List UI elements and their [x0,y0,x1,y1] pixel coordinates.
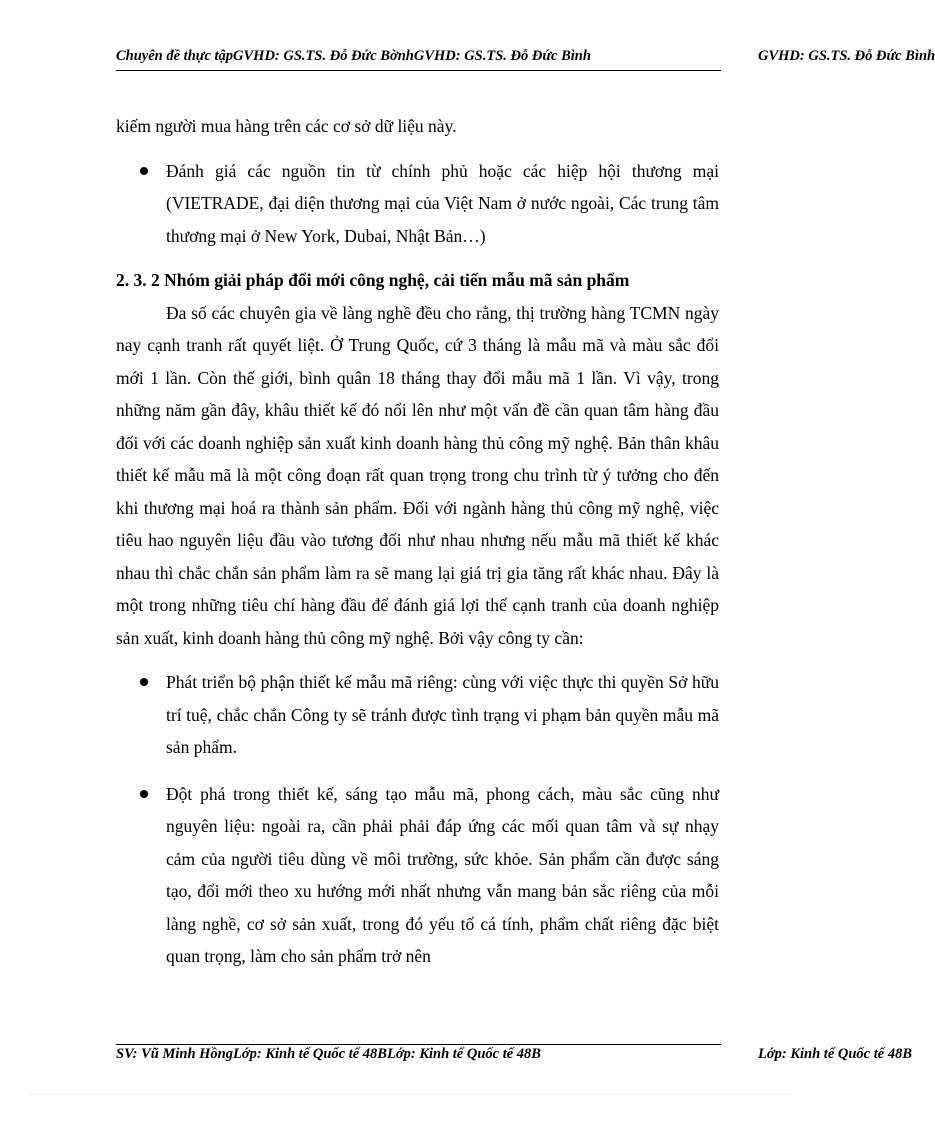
list-item [116,778,719,973]
bullet-list-sources [116,155,719,253]
page-footer [116,1046,912,1068]
list-item-text: Đột phá trong thiết kế, sáng tạo mẫu mã, phong cách, màu sắc cũng như nguyên liệu: ngoài ra, cần phải phải đáp ứng các mối quan tâm và sự nhạy cảm của người tiêu dùng về môi trường, sức khỏe. Sản phẩm cần được sáng tạo, đổi mới theo xu hướng mới nhất nhưng vẫn mang bản sắc riêng của mỗi làng nghề, cơ sở sản xuất, trong đó yếu tố cá tính, phẩm chất riêng đặc biệt quan trọng, làm cho sản phẩm trở nên [166,783,719,966]
list-item [116,666,719,764]
bullet-icon [140,167,148,175]
bullet-icon [140,678,148,686]
list-item-text: Đánh giá các nguồn tin từ chính phủ hoặc các hiệp hội thương mại (VIETRADE, đại diện thương mại của Việt Nam ở nước ngoài, Các trung tâm thương mại ở New York, Dubai, Nhật Bản…) [166,160,719,246]
header-right-text: GVHD: GS.TS. Đỗ Đức Bình [758,48,935,64]
bullet-list-solutions [116,666,719,973]
header-left-text: Chuyên đề thực tậpGVHD: GS.TS. Đỗ Đức BờnhGVHD: GS.TS. Đỗ Đức Bình [116,48,591,64]
footer-rule [116,1044,721,1045]
footer-right-text: Lớp: Kinh tế Quốc tế 48B [758,1046,912,1062]
page-edge-divider [30,1094,790,1095]
main-paragraph: Đa số các chuyên gia về làng nghề đều cho rằng, thị trường hàng TCMN ngày nay cạnh tranh rất quyết liệt. Ở Trung Quốc, cứ 3 tháng là mẫu mã và màu sắc đổi mới 1 lần. Còn thế giới, bình quân 18 tháng thay đổi mẫu mã 1 lần. Vì vậy, trong những năm gần đây, khâu thiết kế đó nổi lên như một vấn đề cần quan tâm hàng đầu đối với các doanh nghiệp sản xuất kinh doanh hàng thủ công mỹ nghệ. Bản thân khâu thiết kế mẫu mã là một công đoạn rất quan trọng trong chu trình từ ý tưởng cho đến khi thương mại hoá ra thành sản phẩm. Đối với ngành hàng thủ công mỹ nghệ, việc tiêu hao nguyên liệu đầu vào tương đối như nhau nhưng nếu mẫu mã thiết kế khác nhau thì chắc chắn sản phẩm làm ra sẽ mang lại giá trị gia tăng rất khác nhau. Đây là một trong những tiêu chí hàng đầu để đánh giá lợi thế cạnh tranh của doanh nghiệp sản xuất, kinh doanh hàng thủ công mỹ nghệ. Bởi vậy công ty cần: [116,302,719,648]
header-rule [116,70,721,71]
list-item [116,155,719,253]
document-body [116,110,719,985]
intro-paragraph: kiếm người mua hàng trên các cơ sở dữ liệu này. [116,116,457,136]
page-header [116,48,935,70]
footer-left-text: SV: Vũ Minh HồngLớp: Kinh tế Quốc tế 48BLớp: Kinh tế Quốc tế 48B [116,1046,541,1062]
list-item-text: Phát triển bộ phận thiết kế mẫu mã riêng: cùng với việc thực thi quyền Sở hữu trí tuệ, chắc chắn Công ty sẽ tránh được tình trạng vi phạm bản quyền mẫu mã sản phẩm. [166,672,719,757]
section-heading: 2. 3. 2 Nhóm giải pháp đổi mới công nghệ, cải tiến mẫu mã sản phẩm [116,270,630,290]
bullet-icon [140,790,148,798]
